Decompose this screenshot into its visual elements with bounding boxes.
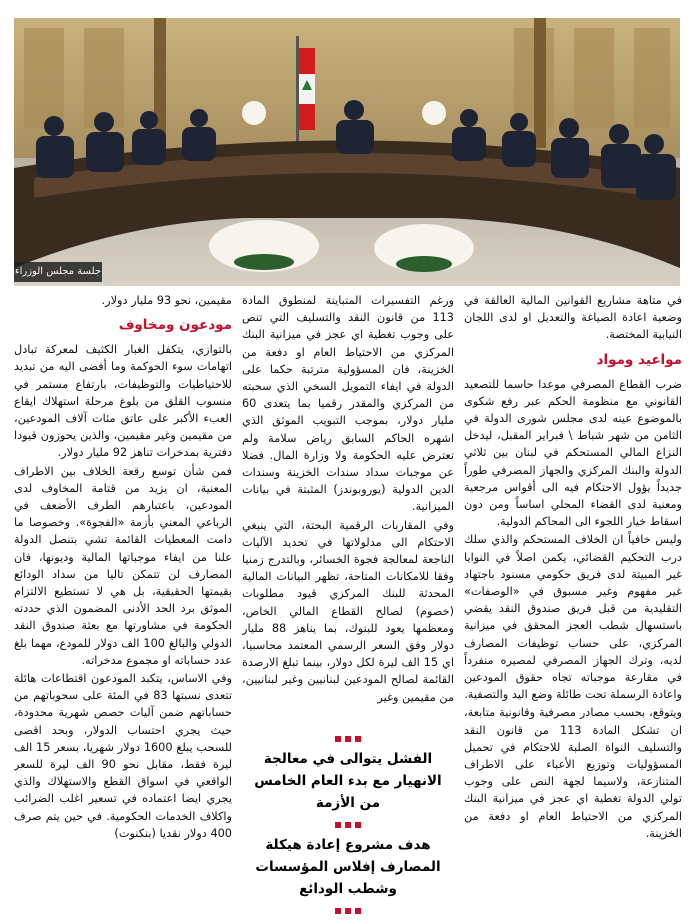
cabinet-meeting-photo bbox=[14, 18, 680, 286]
article-column-middle bbox=[242, 292, 454, 732]
news-photo bbox=[14, 18, 680, 286]
subheading: مودعون ومخاوف bbox=[118, 317, 232, 334]
decorative-squares bbox=[242, 904, 454, 916]
pull-quote-1: الفشل يتوالى في معالجة الانهيار مع بدء العام الخامس من الأزمة bbox=[254, 751, 442, 811]
paragraph: ويتوقع، بحسب مصادر مصرفية وقانونية متابعة، ان تشكل المادة 113 من قانون النقد والتسليف النواة الصلبة للاحتكام في تحميل المسؤوليات وتوزيع الأعباء على الاطراف المتنازعة، ولاسيما لجهة النص على وجوب تولي الدولة تغطية اي عجز في ميزانية البنك المركزي من الاحتياط العام او دفعة من الخزينة. bbox=[464, 706, 682, 840]
paragraph: فمن شأن توسع رقعة الخلاف بين الاطراف المعنية، ان يزيد من قتامة المخاوف لدى المودعين، باعتبارهم الطرف الأضعف في الرباعي المعني بأزمة «الفجوة». وخصوصا ما دامت المعطيات القائمة تشي بتنصل الدولة علنا من ايفاء موجباتها المالية وديونها، فان المصارف لن تتمكن تاليا من سداد الودائع بقيمتها الحقيقية، بل هي لا تستطيع الالتزام الموثق برد الحد الأدنى المضمون الذي حددته الحكومة في مشاورتها مع بعثة صندوق النقد الدولي والبالغ 100 الف دولار للمودع، مهما بلغ عدد حساباته او مجموع مدخراته. bbox=[14, 464, 232, 667]
paragraph: ضرب القطاع المصرفي موعدا حاسما للتصعيد القانوني مع منظومة الحكم عبر رفع شكوى بالموضوع عينه لدى مجلس شورى الدولة في الثامن من شهر شباط \ فبراير المقبل، ليدخل النزاع المالي المستحكم في لبنان بين ثلاثي الدولة والبنك المركزي والجهاز المصرفي طوراً جديداً يؤول الاحتكام فيه الى أقواس مرجعية ومعنية لدى القضاء المحلي اساساً ومن دون اسقاط خيار اللجوء الى المحاكم الدولية. bbox=[464, 377, 682, 529]
paragraph: مقيمين، نحو 93 مليار دولار. bbox=[101, 294, 232, 307]
paragraph: وليس خافياً ان الخلاف المستحكم والذي سلك درب التحكيم القضائي، يكمن اصلاً في النوايا غير المبيتة لدى فريق حكومي مسنود باجتهاد غير مفهوم وغير مسبوق في «الوصفات» التقليدية من قبل فريق صندوق النقد يقضي باستسهال شطب العجز المحقق في ميزانية المركزي، على حساب توظيفات المصارف لديه، وترك الجهاز المصرفي لمصيره منفرداً في مقارعة موجباته تجاه حقوق المودعين واعادة الرسملة تحت طائلة وضع اليد والتصفية. bbox=[464, 533, 682, 702]
paragraph: وفي المقاربات الرقمية البحتة، التي ينبغي الاحتكام الى مدلولاتها في تحديد الآليات الناجعة لمعالجة فجوة الخسائر، وبالتدرج زمنيا وفقا للامكانات المتاحة، تظهر البيانات المالية المحدثة للبنك المركزي قيود مطلوبات (خصوم) لصالح القطاع المالي الخاص، ومعظمها يعود للبنوك، بما يناهز 88 مليار دولار وفق السعر الرسمي المعتمد محاسبيا، اي 15 الف ليرة لكل دولار، بينما تبلغ الارصدة القائمة لصالح المودعين لبنانيين وغير لبنانيين، من مقيمين وغير bbox=[242, 518, 454, 704]
subheading: مواعيد ومواد bbox=[596, 351, 682, 368]
article-column-right bbox=[464, 292, 682, 922]
pull-quote-2: هدف مشروع إعادة هيكلة المصارف إفلاس المؤسسات وشطب الودائع bbox=[255, 837, 441, 897]
paragraph: ورغم التفسيرات المتباينة لمنطوق المادة 113 من قانون النقد والتسليف التي تنص على وجوب تغطية اي عجز في ميزانية البنك المركزي من الاحتياط العام او دفعة من الخزينة، فان المسؤولية مترتبة حكما على الدولة في ايفاء التمويل السخي الذي سحبته من المركزي والمقدر رقميا بما يتعدى 60 مليار دولار، بموجب التبويب الموثق الذي اشهره الحاكم السابق رياض سلامة ولم تعترض عليه الحكومة ولا وزارة المال. فضلا عن موجبات سداد سندات الخزينة وسندات الدين الدولية (يوروبوندز) المثبتة في بيانات الميزانية. bbox=[242, 294, 454, 514]
decorative-squares bbox=[242, 818, 454, 830]
photo-caption: جلسة مجلس الوزراء bbox=[14, 262, 102, 282]
paragraph: في متاهة مشاريع القوانين المالية العالقة في وضعية اعادة الصياغة والتعديل او لدى اللجان النيابية المختصة. bbox=[464, 294, 682, 342]
decorative-squares bbox=[242, 732, 454, 744]
pull-quote-box bbox=[242, 732, 454, 918]
paragraph: بالتوازي، يتكفل الغبار الكثيف لمعركة تبادل اتهامات سوء الحوكمة وما أفضى اليه من تبديد للاحتياطيات والتوظيفات، بارتفاع مستمر في منسوب القلق من بلوغ مرحلة استهلاك ايقاع العبء الأكبر على عاتق مئات آلاف المودعين، من مقيمين وغير مقيمين، والذين يحوزون قيودا دفترية بمدخرات تناهز 92 مليار دولار. bbox=[14, 343, 232, 460]
paragraph: وفي الاساس، يتكبد المودعون اقتطاعات هائلة تتعدى نسبتها 83 في المئة على سحوباتهم من حساباتهم ضمن آليات حصص شهرية محدودة، حيث يجري احتساب الدولار، وبحد اقصى للسحب يبلغ 1600 دولار شهريا، بسعر 15 الف ليرة فقط، مقابل نحو 90 الف ليرة للسعر الواقعي في اسواق القطع والاستهلاك والذي يجري ايضا اعتماده في تسعير اغلب الضرائب واكلاف الخدمات الحكومية. في حين يتم صرف 400 دولار نقديا (بنكنوت) bbox=[14, 672, 232, 840]
article-column-left bbox=[14, 292, 232, 922]
